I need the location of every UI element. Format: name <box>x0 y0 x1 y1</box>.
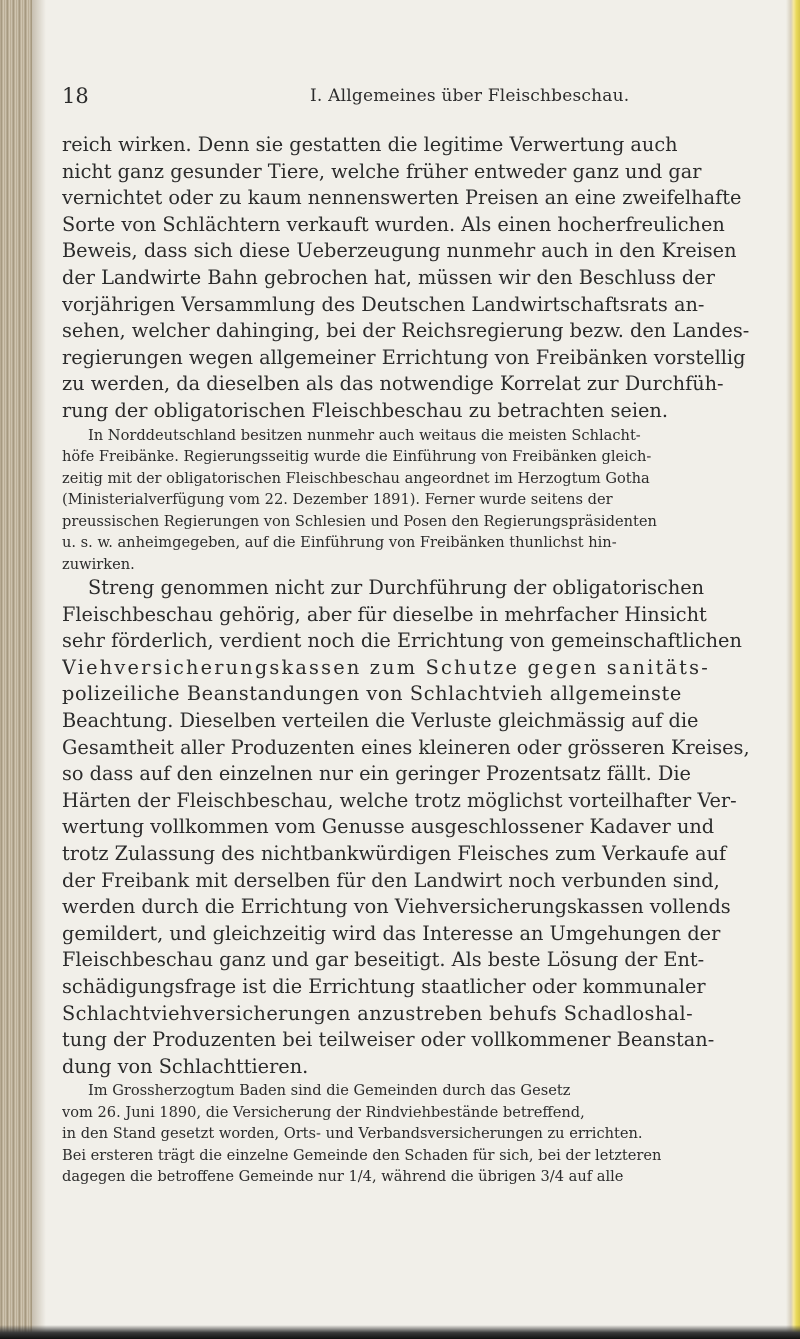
note-line: zuwirken. <box>62 555 135 573</box>
note-1-body <box>62 446 792 575</box>
body-text <box>62 132 792 1188</box>
note-line: höfe Freibänke. Regierungsseitig wurde die Einführung von Freibänken gleich- <box>62 448 652 466</box>
text-line: so dass auf den einzelnen nur ein geringer Prozentsatz fällt. Die <box>62 762 691 786</box>
note-line: Im Grossherzogtum Baden sind die Gemeinden durch das Gesetz <box>88 1082 571 1100</box>
text-line: vernichtet oder zu kaum nennenswerten Preisen an eine zweifelhafte <box>62 186 742 210</box>
text-line: sehr förderlich, verdient noch die Errichtung von gemeinschaftlichen <box>62 629 742 653</box>
text-line: Streng genommen nicht zur Durchführung der obligatorischen <box>88 576 705 600</box>
text-line: nicht ganz gesunder Tiere, welche früher entweder ganz und gar <box>62 159 702 183</box>
note-line: In Norddeutschland besitzen nunmehr auch weitaus die meisten Schlacht- <box>88 426 641 444</box>
note-line: preussischen Regierungen von Schlesien und Posen den Regierungspräsidenten <box>62 512 657 530</box>
text-line: Beweis, dass sich diese Ueberzeugung nunmehr auch in den Kreisen <box>62 239 737 263</box>
note-line: dagegen die betroffene Gemeinde nur 1/4, während die übrigen 3/4 auf alle <box>62 1168 624 1186</box>
text-line: tung der Produzenten bei teilweiser oder vollkommener Beanstan- <box>62 1028 715 1052</box>
text-line: rung der obligatorischen Fleischbeschau zu betrachten seien. <box>62 398 668 422</box>
text-line: der Freibank mit derselben für den Landwirt noch verbunden sind, <box>62 868 720 892</box>
text-line: zu werden, da dieselben als das notwendige Korrelat zur Durchfüh- <box>62 372 724 396</box>
text-line: vorjährigen Versammlung des Deutschen Landwirtschaftsrats an- <box>62 292 705 316</box>
text-line: Beachtung. Dieselben verteilen die Verluste gleichmässig auf die <box>62 709 699 732</box>
note-line: (Ministerialverfügung vom 22. Dezember 1891). Ferner wurde seitens der <box>62 491 613 509</box>
gutter-shadow <box>32 0 46 1339</box>
text-line: gemildert, und gleichzeitig wird das Interesse an Umgehungen der <box>62 921 721 945</box>
text-line: Gesamtheit aller Produzenten eines kleineren oder grösseren Kreises, <box>62 735 750 759</box>
text-line: regierungen wegen allgemeiner Errichtung von Freibänken vorstellig <box>62 345 746 369</box>
page-header <box>62 80 792 120</box>
note-line: zeitig mit der obligatorischen Fleischbeschau angeordnet im Herzogtum Gotha <box>62 469 650 487</box>
text-line: Schlachtviehversicherungen anzustreben behufs Schadloshal- <box>62 1001 694 1025</box>
text-line: sehen, welcher dahinging, bei der Reichsregierung bezw. den Landes- <box>62 319 750 343</box>
note-line: in den Stand gesetzt worden, Orts- und Verbandsversicherungen zu errichten. <box>62 1125 643 1143</box>
text-line: Sorte von Schlächtern verkauft wurden. Als einen hocherfreulichen <box>62 212 725 236</box>
note-1 <box>62 425 792 447</box>
text-line: wertung vollkommen vom Genusse ausgeschlossener Kadaver und <box>62 815 715 839</box>
book-binding-edge <box>0 0 32 1339</box>
text-line: Viehversicherungskassen zum Schutze gegen sanitäts- <box>62 655 710 679</box>
running-title: I. Allgemeines über Fleischbeschau. <box>310 86 630 106</box>
text-line: Fleischbeschau gehörig, aber für dieselbe in mehrfacher Hinsicht <box>62 602 707 626</box>
paragraph-1 <box>62 132 792 425</box>
text-line: schädigungsfrage ist die Errichtung staatlicher oder kommunaler <box>62 974 706 998</box>
page-edge-bottom <box>0 1325 800 1339</box>
text-line: trotz Zulassung des nichtbankwürdigen Fleisches zum Verkaufe auf <box>62 841 727 865</box>
text-line: der Landwirte Bahn gebrochen hat, müssen wir den Beschluss der <box>62 265 715 289</box>
note-line: Bei ersteren trägt die einzelne Gemeinde den Schaden für sich, bei der letzteren <box>62 1146 662 1164</box>
text-line: werden durch die Errichtung von Viehversicherungskassen vollends <box>62 895 731 919</box>
note-2 <box>62 1080 792 1188</box>
book-page <box>62 80 792 1186</box>
text-line: polizeiliche Beanstandungen von Schlachtvieh allgemeinste <box>62 682 682 706</box>
note-line: vom 26. Juni 1890, die Versicherung der Rindviehbestände betreffend, <box>62 1103 585 1121</box>
text-line: Fleischbeschau ganz und gar beseitigt. Als beste Lösung der Ent- <box>62 948 705 972</box>
note-line: u. s. w. anheimgegeben, auf die Einführung von Freibänken thunlichst hin- <box>62 534 617 552</box>
paragraph-2 <box>62 575 792 1080</box>
page-number: 18 <box>62 84 89 108</box>
text-line: dung von Schlachttieren. <box>62 1054 309 1078</box>
text-line: Härten der Fleischbeschau, welche trotz möglichst vorteilhafter Ver- <box>62 788 737 812</box>
text-line: reich wirken. Denn sie gestatten die legitime Verwertung auch <box>62 133 678 156</box>
